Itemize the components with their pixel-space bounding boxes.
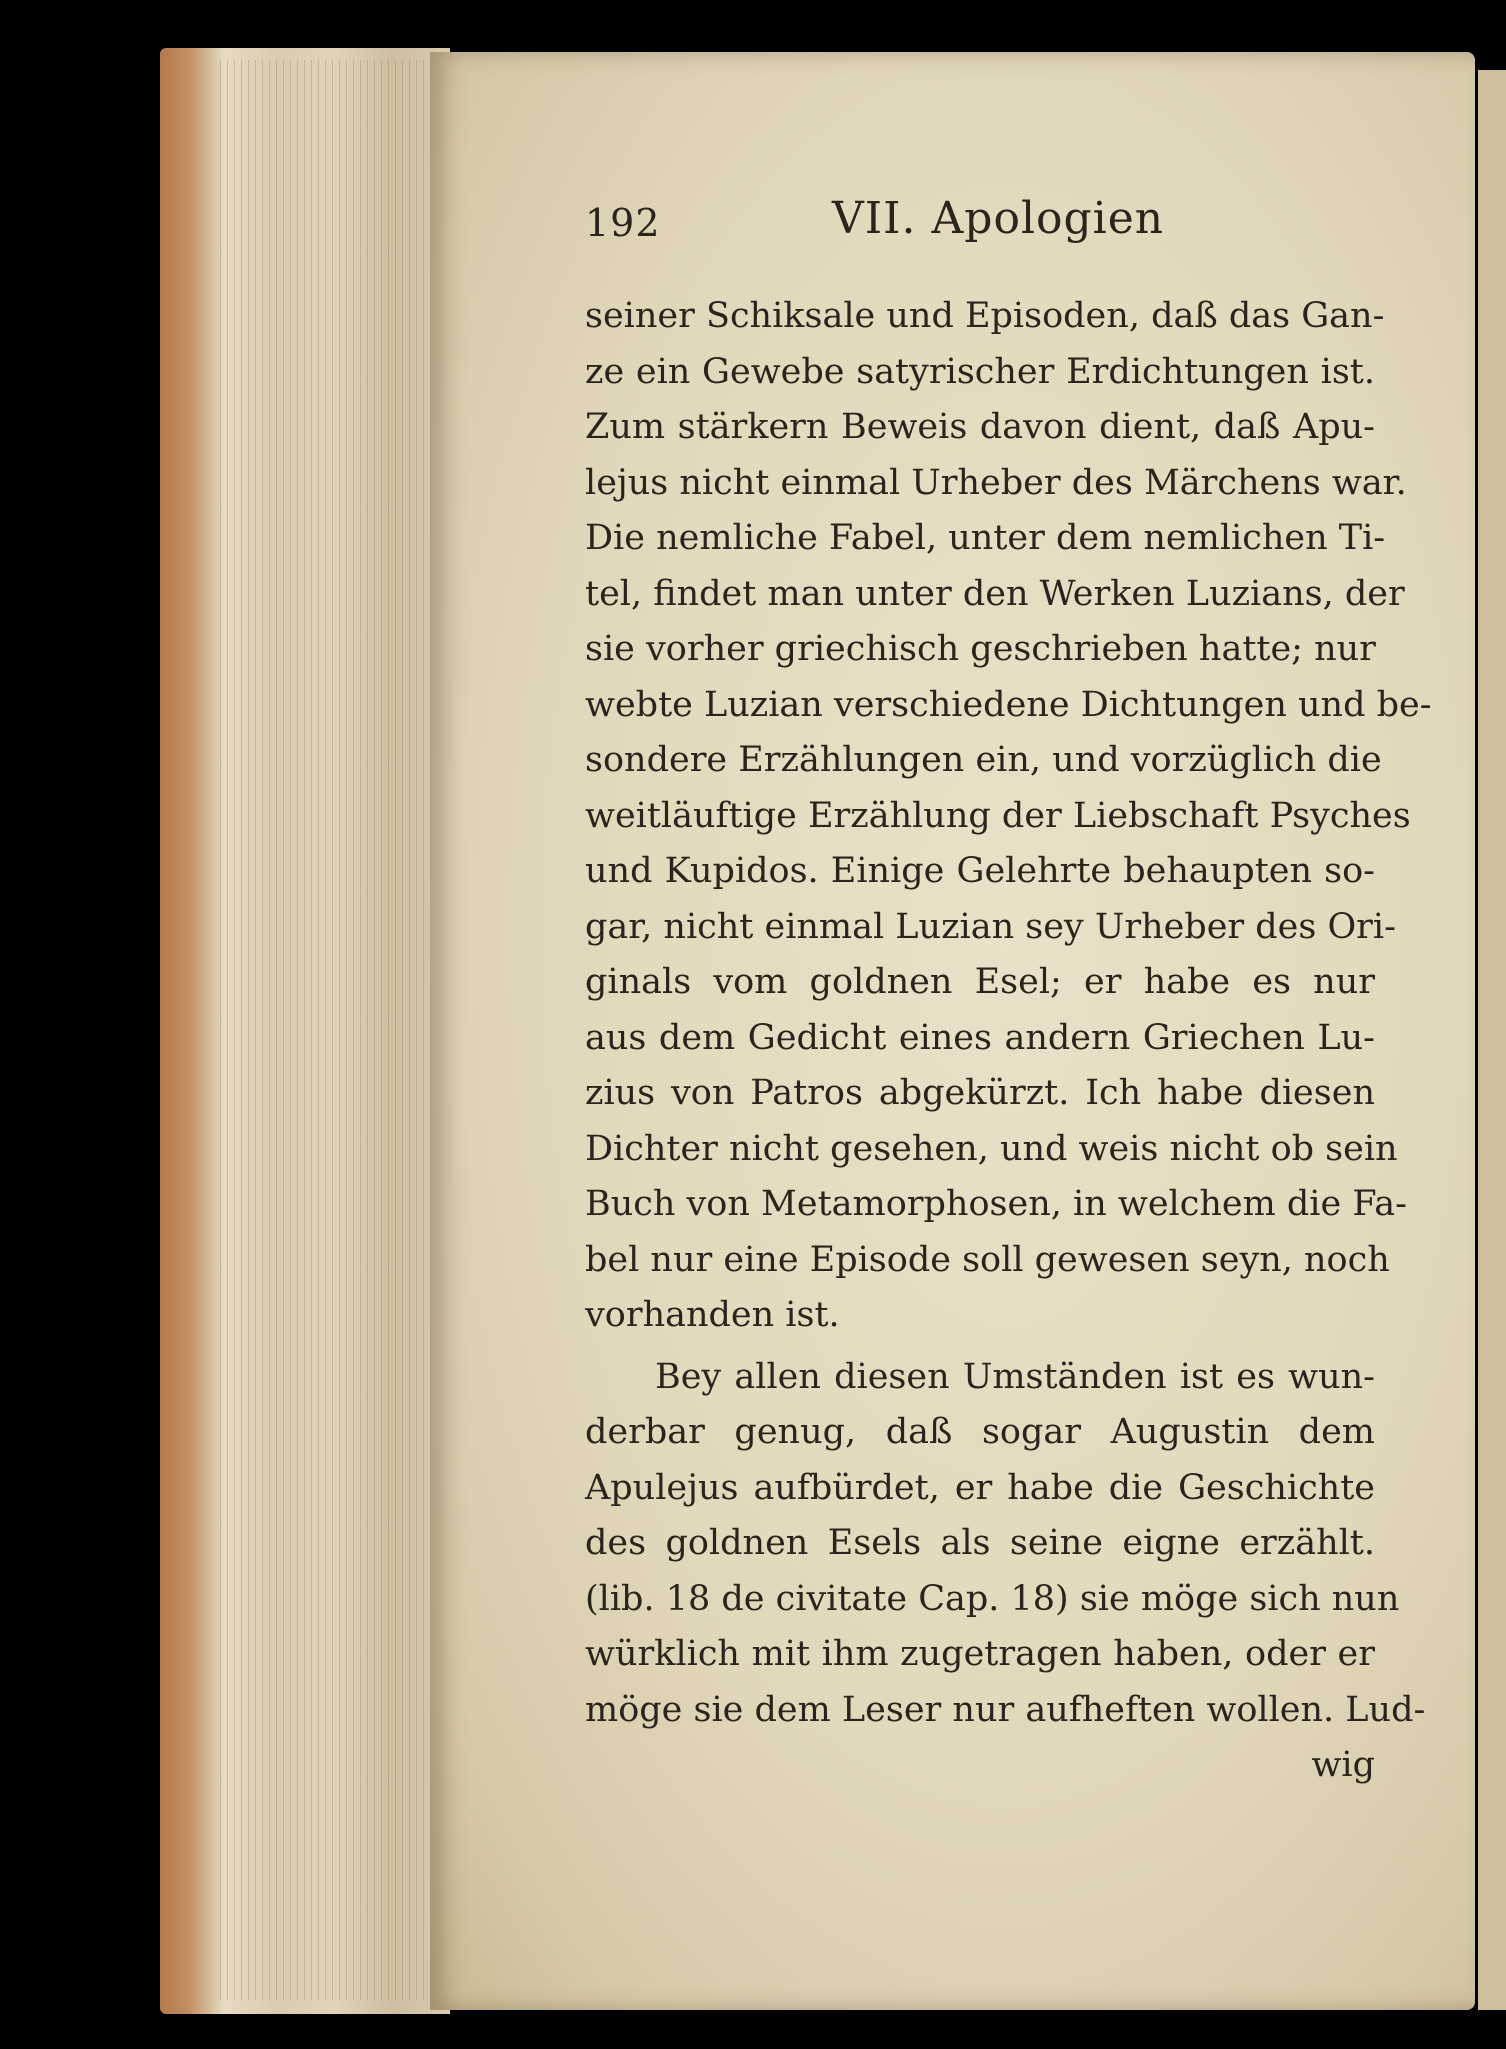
text-line: gar, nicht einmal Luzian sey Urheber des Ori-	[585, 906, 1396, 947]
text-line: Buch von Metamorphosen, in welchem die Fa-	[585, 1184, 1407, 1224]
page-number: 192	[585, 201, 661, 245]
text-line: ze ein Gewebe satyrischer Erdichtungen ist.	[585, 351, 1375, 392]
text-line: Die nemliche Fabel, unter dem nemlichen Ti-	[585, 518, 1386, 558]
catchword: wig	[1311, 1745, 1375, 1785]
page-edge-lines	[220, 60, 430, 2000]
text-line: derbar genug, daß sogar Augustin dem	[585, 1412, 1375, 1452]
running-title: VII. Apologien	[832, 193, 1165, 244]
text-line: Apulejus aufbürdet, er habe die Geschichte	[585, 1467, 1375, 1508]
text-line: Zum stärkern Beweis davon dient, daß Apu-	[585, 407, 1375, 447]
paragraph-start-line: Bey allen diesen Umständen ist es wun-	[655, 1356, 1375, 1397]
text-line: und Kupidos. Einige Gelehrte behaupten so-	[585, 851, 1375, 891]
text-line: ginals vom goldnen Esel; er habe es nur	[585, 962, 1375, 1002]
text-line: (lib. 18 de civitate Cap. 18) sie möge sich nun	[585, 1578, 1400, 1619]
text-line: tel, findet man unter den Werken Luzians, der	[585, 573, 1405, 614]
page-header	[585, 193, 1175, 263]
facing-page-edge	[1478, 70, 1506, 2010]
text-line: sondere Erzählungen ein, und vorzüglich die	[585, 740, 1382, 780]
body-text	[585, 289, 1432, 1794]
text-line: sie vorher griechisch geschrieben hatte; nur	[585, 629, 1376, 669]
text-line: bel nur eine Episode soll gewesen seyn, noch	[585, 1239, 1390, 1280]
text-line: weitläuftige Erzählung der Liebschaft Psyches	[585, 795, 1411, 836]
text-line: würklich mit ihm zugetragen haben, oder er	[585, 1634, 1375, 1674]
text-line: Dichter nicht gesehen, und weis nicht ob sein	[585, 1128, 1398, 1169]
text-line: des goldnen Esels als seine eigne erzählt.	[585, 1523, 1375, 1563]
text-line: aus dem Gedicht eines andern Griechen Lu-	[585, 1017, 1375, 1058]
text-line: webte Luzian verschiedene Dichtungen und be-	[585, 684, 1432, 725]
text-line: lejus nicht einmal Urheber des Märchens war.	[585, 462, 1407, 503]
text-line: möge sie dem Leser nur aufheften wollen. Lud-	[585, 1689, 1426, 1730]
text-line: seiner Schiksale und Episoden, daß das Gan-	[585, 296, 1385, 336]
text-line: zius von Patros abgekürzt. Ich habe diesen	[585, 1073, 1375, 1113]
text-line: vorhanden ist.	[585, 1295, 840, 1335]
